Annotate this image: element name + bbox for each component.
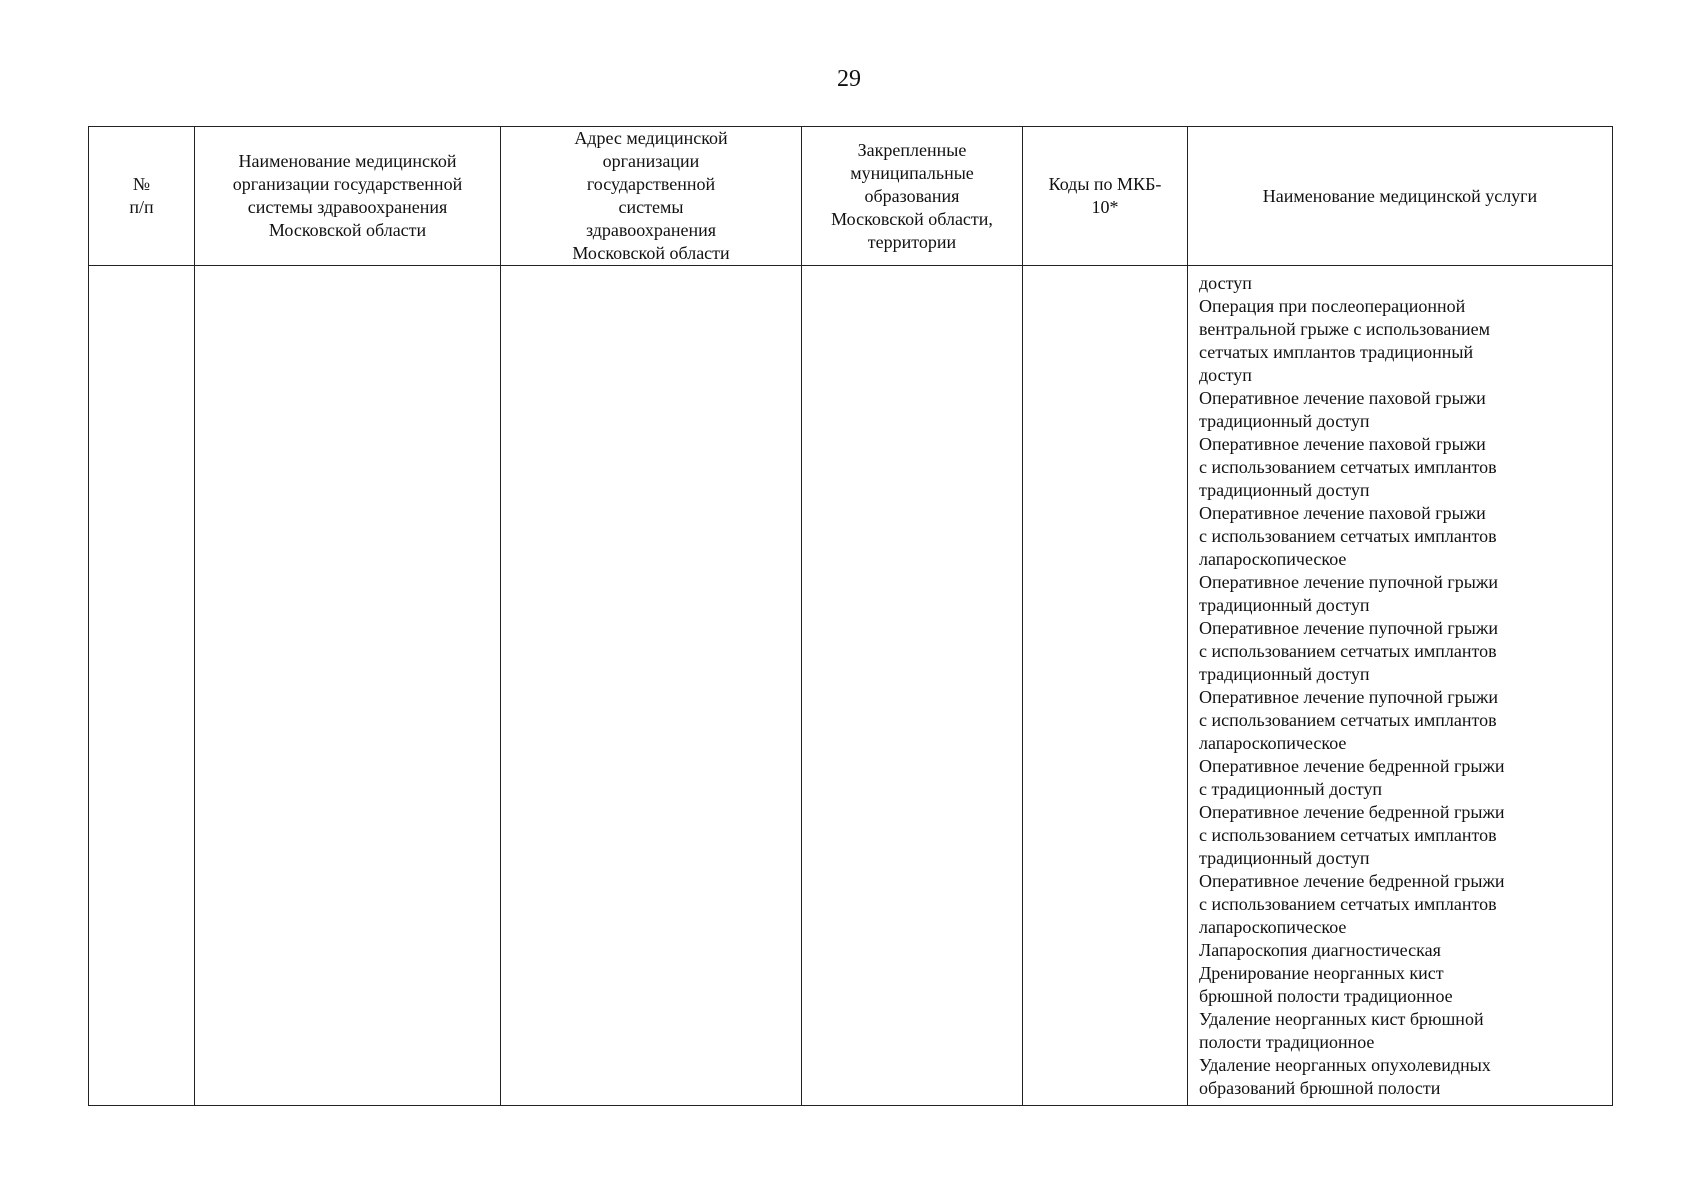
service-line: лапароскопическое xyxy=(1199,549,1347,569)
table-row xyxy=(89,266,1613,1106)
page-number: 29 xyxy=(837,66,861,92)
service-line: Оперативное лечение бедренной грыжи xyxy=(1199,871,1505,891)
service-line: Оперативное лечение бедренной грыжи xyxy=(1199,802,1505,822)
cell-number xyxy=(89,266,195,1106)
service-line: Оперативное лечение пупочной грыжи xyxy=(1199,618,1498,638)
service-line: традиционный доступ xyxy=(1199,664,1370,684)
service-line: Дренирование неорганных кист xyxy=(1199,963,1444,983)
service-line: лапароскопическое xyxy=(1199,917,1347,937)
service-line: Оперативное лечение паховой грыжи xyxy=(1199,503,1486,523)
service-line: традиционный доступ xyxy=(1199,848,1370,868)
service-line: сетчатых имплантов традиционный xyxy=(1199,342,1474,362)
service-line: Удаление неорганных кист брюшной xyxy=(1199,1009,1484,1029)
header-territories: Закрепленные муниципальные образования Московской области, территории xyxy=(802,127,1023,266)
service-line: лапароскопическое xyxy=(1199,733,1347,753)
cell-services xyxy=(1188,266,1613,1106)
header-address: Адрес медицинской организации государственной системы здравоохранения Московской области xyxy=(501,127,802,266)
service-line: Лапароскопия диагностическая xyxy=(1199,940,1441,960)
service-line: Удаление неорганных опухолевидных xyxy=(1199,1055,1491,1075)
cell-organization xyxy=(195,266,501,1106)
service-line: Оперативное лечение бедренной грыжи xyxy=(1199,756,1505,776)
service-line: полости традиционное xyxy=(1199,1032,1375,1052)
service-line: с использованием сетчатых имплантов xyxy=(1199,457,1497,477)
service-line: с использованием сетчатых имплантов xyxy=(1199,641,1497,661)
service-line: с использованием сетчатых имплантов xyxy=(1199,894,1497,914)
header-number: № п/п xyxy=(89,127,195,266)
service-line: Оперативное лечение паховой грыжи xyxy=(1199,434,1486,454)
service-line: образований брюшной полости xyxy=(1199,1078,1441,1098)
service-line: Оперативное лечение пупочной грыжи xyxy=(1199,572,1498,592)
table-header-row xyxy=(89,127,1613,266)
cell-icd-codes xyxy=(1023,266,1188,1106)
header-icd-codes: Коды по МКБ- 10* xyxy=(1023,127,1188,266)
service-line: традиционный доступ xyxy=(1199,411,1370,431)
service-line: Оперативное лечение паховой грыжи xyxy=(1199,388,1486,408)
service-line: Оперативное лечение пупочной грыжи xyxy=(1199,687,1498,707)
service-line: с использованием сетчатых имплантов xyxy=(1199,710,1497,730)
header-service-name: Наименование медицинской услуги xyxy=(1188,127,1613,266)
service-line: традиционный доступ xyxy=(1199,480,1370,500)
cell-address xyxy=(501,266,802,1106)
header-organization: Наименование медицинской организации государственной системы здравоохранения Московской области xyxy=(195,127,501,266)
service-line: Операция при послеоперационной xyxy=(1199,296,1466,316)
services-list xyxy=(1199,272,1604,1100)
service-line: вентральной грыже с использованием xyxy=(1199,319,1490,339)
service-line: с использованием сетчатых имплантов xyxy=(1199,825,1497,845)
service-line: с использованием сетчатых имплантов xyxy=(1199,526,1497,546)
service-line: доступ xyxy=(1199,273,1252,293)
service-line: с традиционный доступ xyxy=(1199,779,1382,799)
services-table xyxy=(88,126,1613,1106)
cell-territories xyxy=(802,266,1023,1106)
service-line: доступ xyxy=(1199,365,1252,385)
service-line: брюшной полости традиционное xyxy=(1199,986,1453,1006)
service-line: традиционный доступ xyxy=(1199,595,1370,615)
